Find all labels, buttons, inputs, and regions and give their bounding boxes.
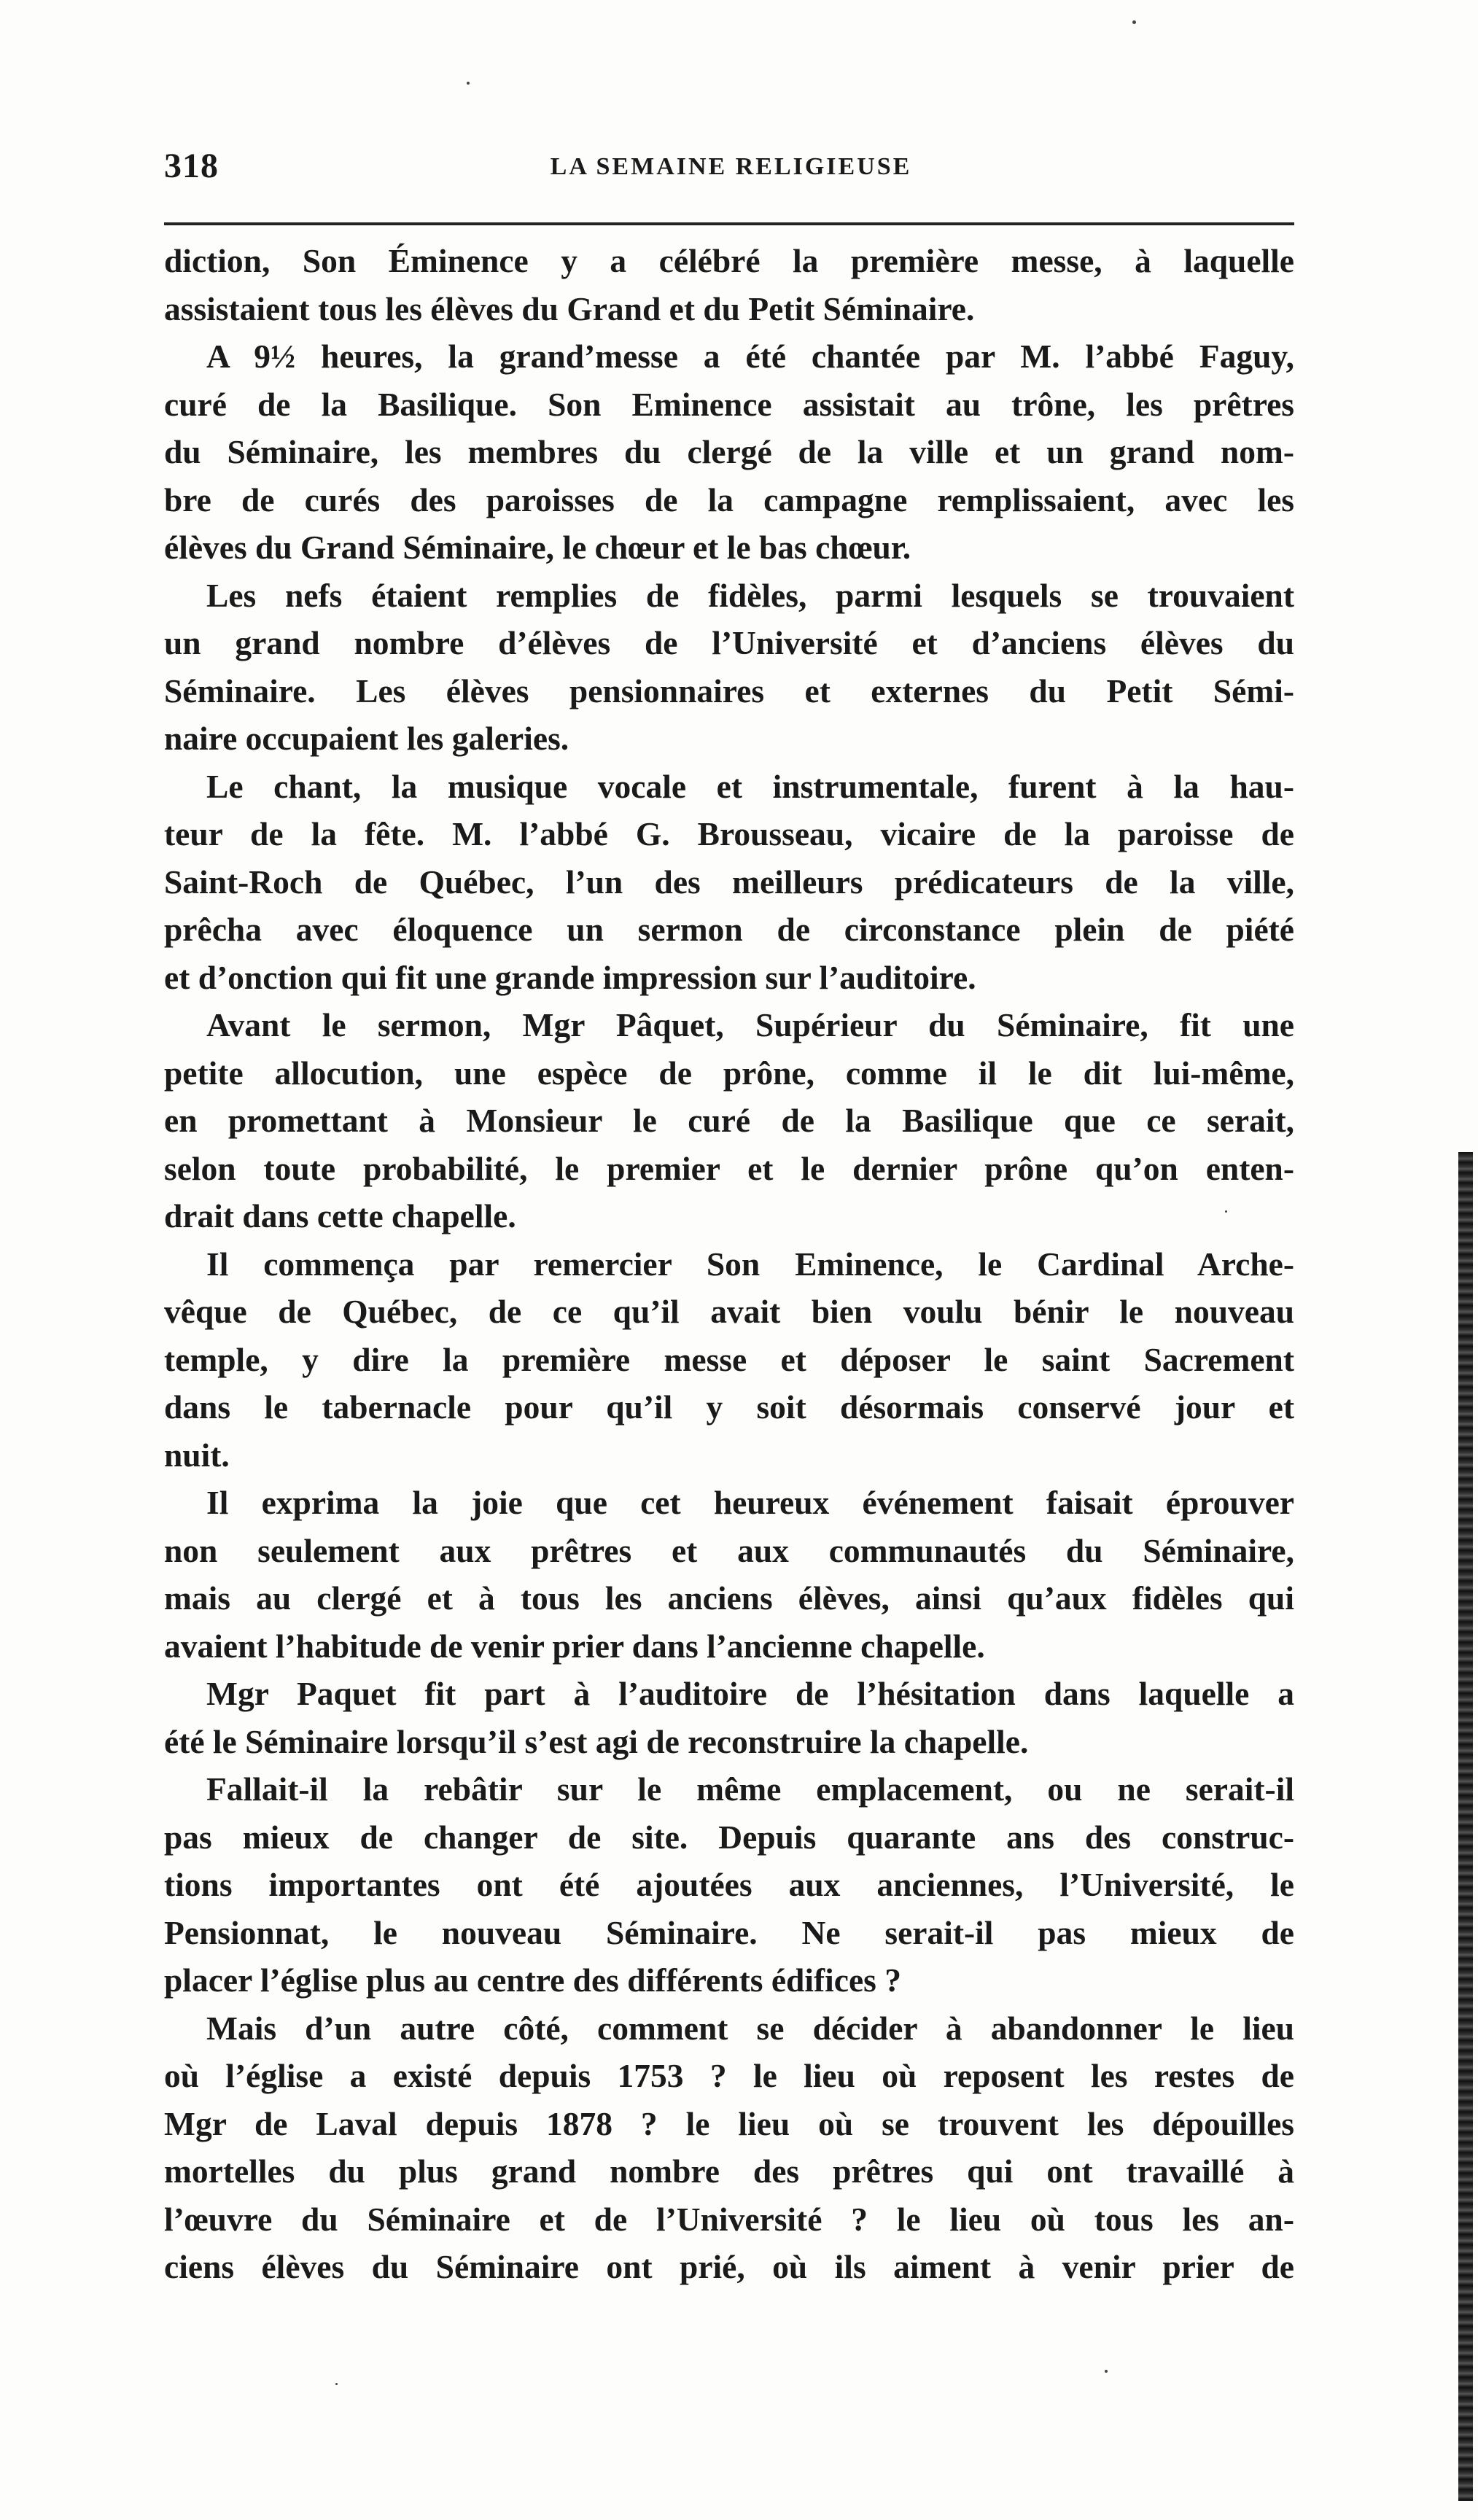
page-number: 318 [164,147,219,185]
text-line: Les nefs étaient remplies de fidèles, parmi lesquels se trouvaient [206,576,1294,614]
header-rule [164,222,1294,225]
text-line: Mgr Paquet fit part à l’auditoire de l’hésitation dans laquelle a [206,1675,1294,1712]
text-line: en promettant à Monsieur le curé de la Basilique que ce serait, [164,1102,1294,1139]
text-line: A 9½ heures, la grand’messe a été chantée par M. l’abbé Faguy, [206,338,1294,375]
text-line: mais au clergé et à tous les anciens élèves, ainsi qu’aux fidèles qui [164,1579,1294,1617]
running-title: LA SEMAINE RELIGIEUSE [550,153,912,180]
text-line: où l’église a existé depuis 1753 ? le lieu où reposent les restes de [164,2057,1294,2094]
text-line: Le chant, la musique vocale et instrumentale, furent à la hau- [206,767,1294,805]
text-line: diction, Son Éminence y a célébré la première messe, à laquelle [164,242,1294,279]
text-line: assistaient tous les élèves du Grand et du Petit Séminaire. [164,289,975,327]
text-line: du Séminaire, les membres du clergé de la ville et un grand nom- [164,433,1294,470]
body-text [164,237,1294,2291]
text-line: selon toute probabilité, le premier et le dernier prône qu’on enten- [164,1149,1294,1187]
text-line: tions importantes ont été ajoutées aux anciennes, l’Université, le [164,1866,1294,1903]
ink-speck [467,82,470,85]
text-line: l’œuvre du Séminaire et de l’Université ? le lieu où tous les an- [164,2200,1294,2238]
text-line: pas mieux de changer de site. Depuis quarante ans des construc- [164,1818,1294,1856]
text-line: un grand nombre d’élèves de l’Université et d’anciens élèves du [164,624,1294,661]
text-line: et d’onction qui fit une grande impression sur l’auditoire. [164,958,976,996]
text-line: curé de la Basilique. Son Eminence assistait au trône, les prêtres [164,385,1294,423]
text-line: Fallait-il la rebâtir sur le même emplacement, ou ne serait-il [206,1770,1294,1808]
text-line: vêque de Québec, de ce qu’il avait bien voulu bénir le nouveau [164,1293,1294,1330]
ink-speck [1105,2370,1108,2373]
text-line: élèves du Grand Séminaire, le chœur et le bas chœur. [164,529,911,566]
text-line: ciens élèves du Séminaire ont prié, où ils aiment à venir prier de [164,2248,1294,2285]
text-line: Mgr de Laval depuis 1878 ? le lieu où se trouvent les dépouilles [164,2104,1294,2142]
ink-speck [335,2383,338,2385]
text-line: naire occupaient les galeries. [164,720,569,757]
text-line: teur de la fête. M. l’abbé G. Brousseau, vicaire de la paroisse de [164,815,1294,852]
text-line: dans le tabernacle pour qu’il y soit désormais conservé jour et [164,1388,1294,1426]
text-line: petite allocution, une espèce de prône, comme il le dit lui-même, [164,1054,1294,1092]
text-line: drait dans cette chapelle. [164,1197,516,1234]
text-line: prêcha avec éloquence un sermon de circonstance plein de piété [164,911,1294,948]
text-line: placer l’église plus au centre des différents édifices ? [164,1961,901,1999]
text-line: Saint-Roch de Québec, l’un des meilleurs prédicateurs de la ville, [164,863,1294,901]
ink-speck [1225,1210,1227,1213]
text-line: Mais d’un autre côté, comment se décider à abandonner le lieu [206,2009,1294,2047]
text-line: été le Séminaire lorsqu’il s’est agi de reconstruire la chapelle. [164,1722,1029,1760]
text-line: Pensionnat, le nouveau Séminaire. Ne serait-il pas mieux de [164,1913,1294,1951]
text-line: bre de curés des paroisses de la campagne remplissaient, avec les [164,481,1294,518]
text-line: nuit. [164,1436,230,1474]
text-line: Il exprima la joie que cet heureux événement faisait éprouver [206,1484,1294,1521]
text-line: Séminaire. Les élèves pensionnaires et externes du Petit Sémi- [164,672,1294,709]
text-line: Il commença par remercier Son Eminence, le Cardinal Arche- [206,1245,1294,1283]
page-header [164,146,1298,197]
text-line: avaient l’habitude de venir prier dans l’ancienne chapelle. [164,1627,985,1665]
text-line: temple, y dire la première messe et déposer le saint Sacrement [164,1340,1294,1378]
ink-speck [1132,20,1136,24]
text-line: mortelles du plus grand nombre des prêtres qui ont travaillé à [164,2152,1294,2190]
text-line: Avant le sermon, Mgr Pâquet, Supérieur du Séminaire, fit une [206,1006,1294,1043]
text-line: non seulement aux prêtres et aux communautés du Séminaire, [164,1531,1294,1569]
page-edge-binding [1458,1152,1473,2501]
